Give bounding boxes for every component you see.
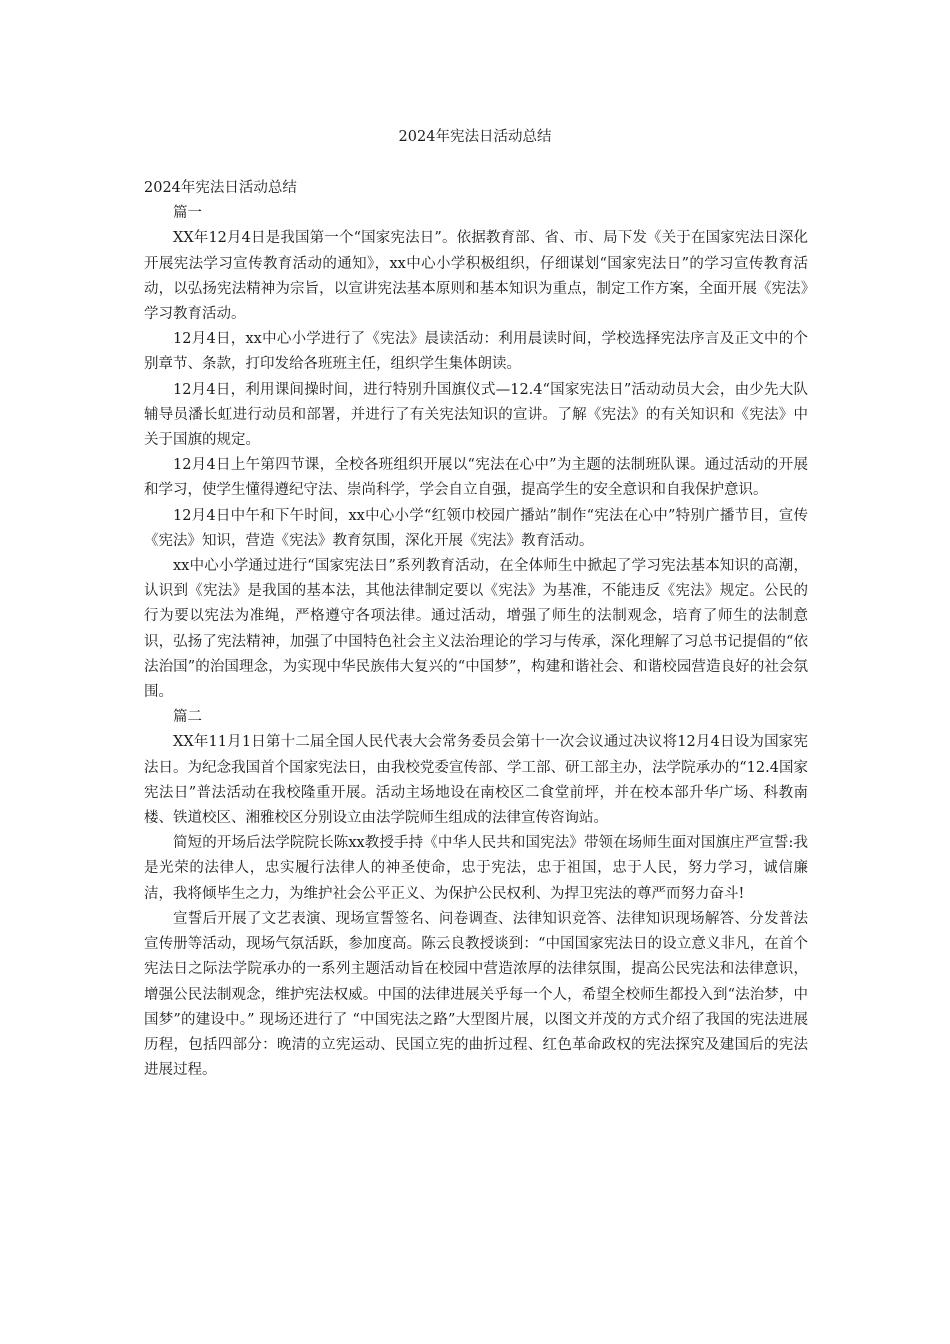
section-heading-1: 篇一 xyxy=(173,205,202,222)
paragraph: xx中心小学通过进行“国家宪法日”系列教育活动，在全体师生中掀起了学习宪法基本知识的高潮，认识到《宪法》是我国的基本法，其他法律制定要以《宪法》为基准，不能违反《宪法》规定。公民的行为要以宪法为准绳，严格遵守各项法律。通过活动，增强了师生的法制观念，培育了师生的法制意识，弘扬了宪法精神，加强了中国特色社会主义法治理论的学习与传承，深化理解了习总书记提倡的“依法治国”的治国理念，为实现中华民族伟大复兴的“中国梦”，构建和谐社会、和谐校园营造良好的社会氛围。 xyxy=(144,558,808,701)
paragraph: XX年11月1日第十二届全国人民代表大会常务委员会第十一次会议通过决议将12月4日设为国家宪法日。为纪念我国首个国家宪法日，由我校党委宣传部、学工部、研工部主办，法学院承办的“12.4国家宪法日”普法活动在我校隆重开展。活动主场地设在南校区二食堂前坪，并在校本部升华广场、科教南楼、铁道校区、湘雅校区分别设立由法学院师生组成的法律宣传咨询站。 xyxy=(144,734,808,827)
paragraph: 宣誓后开展了文艺表演、现场宣誓签名、问卷调查、法律知识竞答、法律知识现场解答、分发普法宣传册等活动，现场气氛活跃，参加度高。陈云良教授谈到：“中国国家宪法日的设立意义非凡，在首个宪法日之际法学院承办的一系列主题活动旨在校园中营造浓厚的法律氛围，提高公民宪法和法律意识，增强公民法制观念，维护宪法权威。中国的法律进展关乎每一个人，希望全校师生都投入到“法治梦，中国梦”的建设中。” 现场还进行了 “中国宪法之路”大型图片展，以图文并茂的方式介绍了我国的宪法进展历程，包括四部分：晚清的立宪运动、民国立宪的曲折过程、红色革命政权的宪法探究及建国后的宪法进展过程。 xyxy=(144,910,808,1079)
paragraph: 12月4日中午和下午时间，xx中心小学“红领巾校园广播站”制作“宪法在心中”特别广播节目，宣传《宪法》知识，营造《宪法》教育氛围，深化开展《宪法》教育活动。 xyxy=(144,507,808,549)
section-heading-2: 篇二 xyxy=(173,709,202,726)
paragraph: 12月4日上午第四节课，全校各班组织开展以“宪法在心中”为主题的法制班队课。通过活动的开展和学习，使学生懂得遵纪守法、崇尚科学，学会自立自强，提高学生的安全意识和自我保护意识。 xyxy=(144,457,808,499)
paragraph: 12月4日，xx中心小学进行了《宪法》晨读活动：利用晨读时间，学校选择宪法序言及正文中的个别章节、条款，打印发给各班班主任，组织学生集体朗读。 xyxy=(144,331,808,373)
document-body xyxy=(144,176,808,1083)
document-title: 2024年宪法日活动总结 xyxy=(398,129,552,145)
document-subtitle: 2024年宪法日活动总结 xyxy=(144,180,297,196)
paragraph: 简短的开场后法学院院长陈xx教授手持《中华人民共和国宪法》带领在场师生面对国旗庄严宣誓:我是光荣的法律人，忠实履行法律人的神圣使命，忠于宪法，忠于祖国，忠于人民，努力学习，诚信廉洁，我将倾毕生之力，为维护社会公平正义、为保护公民权利、为捍卫宪法的尊严而努力奋斗! xyxy=(144,835,808,902)
paragraph: XX年12月4日是我国第一个“国家宪法日”。依据教育部、省、市、局下发《关于在国家宪法日深化开展宪法学习宣传教育活动的通知》，xx中心小学积极组织，仔细谋划“国家宪法日”的学习宣传教育活动，以弘扬宪法精神为宗旨，以宣讲宪法基本原则和基本知识为重点，制定工作方案，全面开展《宪法》学习教育活动。 xyxy=(144,230,808,323)
paragraph: 12月4日，利用课间操时间，进行特别升国旗仪式—12.4“国家宪法日”活动动员大会，由少先大队辅导员潘长虹进行动员和部署，并进行了有关宪法知识的宣讲。了解《宪法》的有关知识和《宪法》中关于国旗的规定。 xyxy=(144,381,808,449)
